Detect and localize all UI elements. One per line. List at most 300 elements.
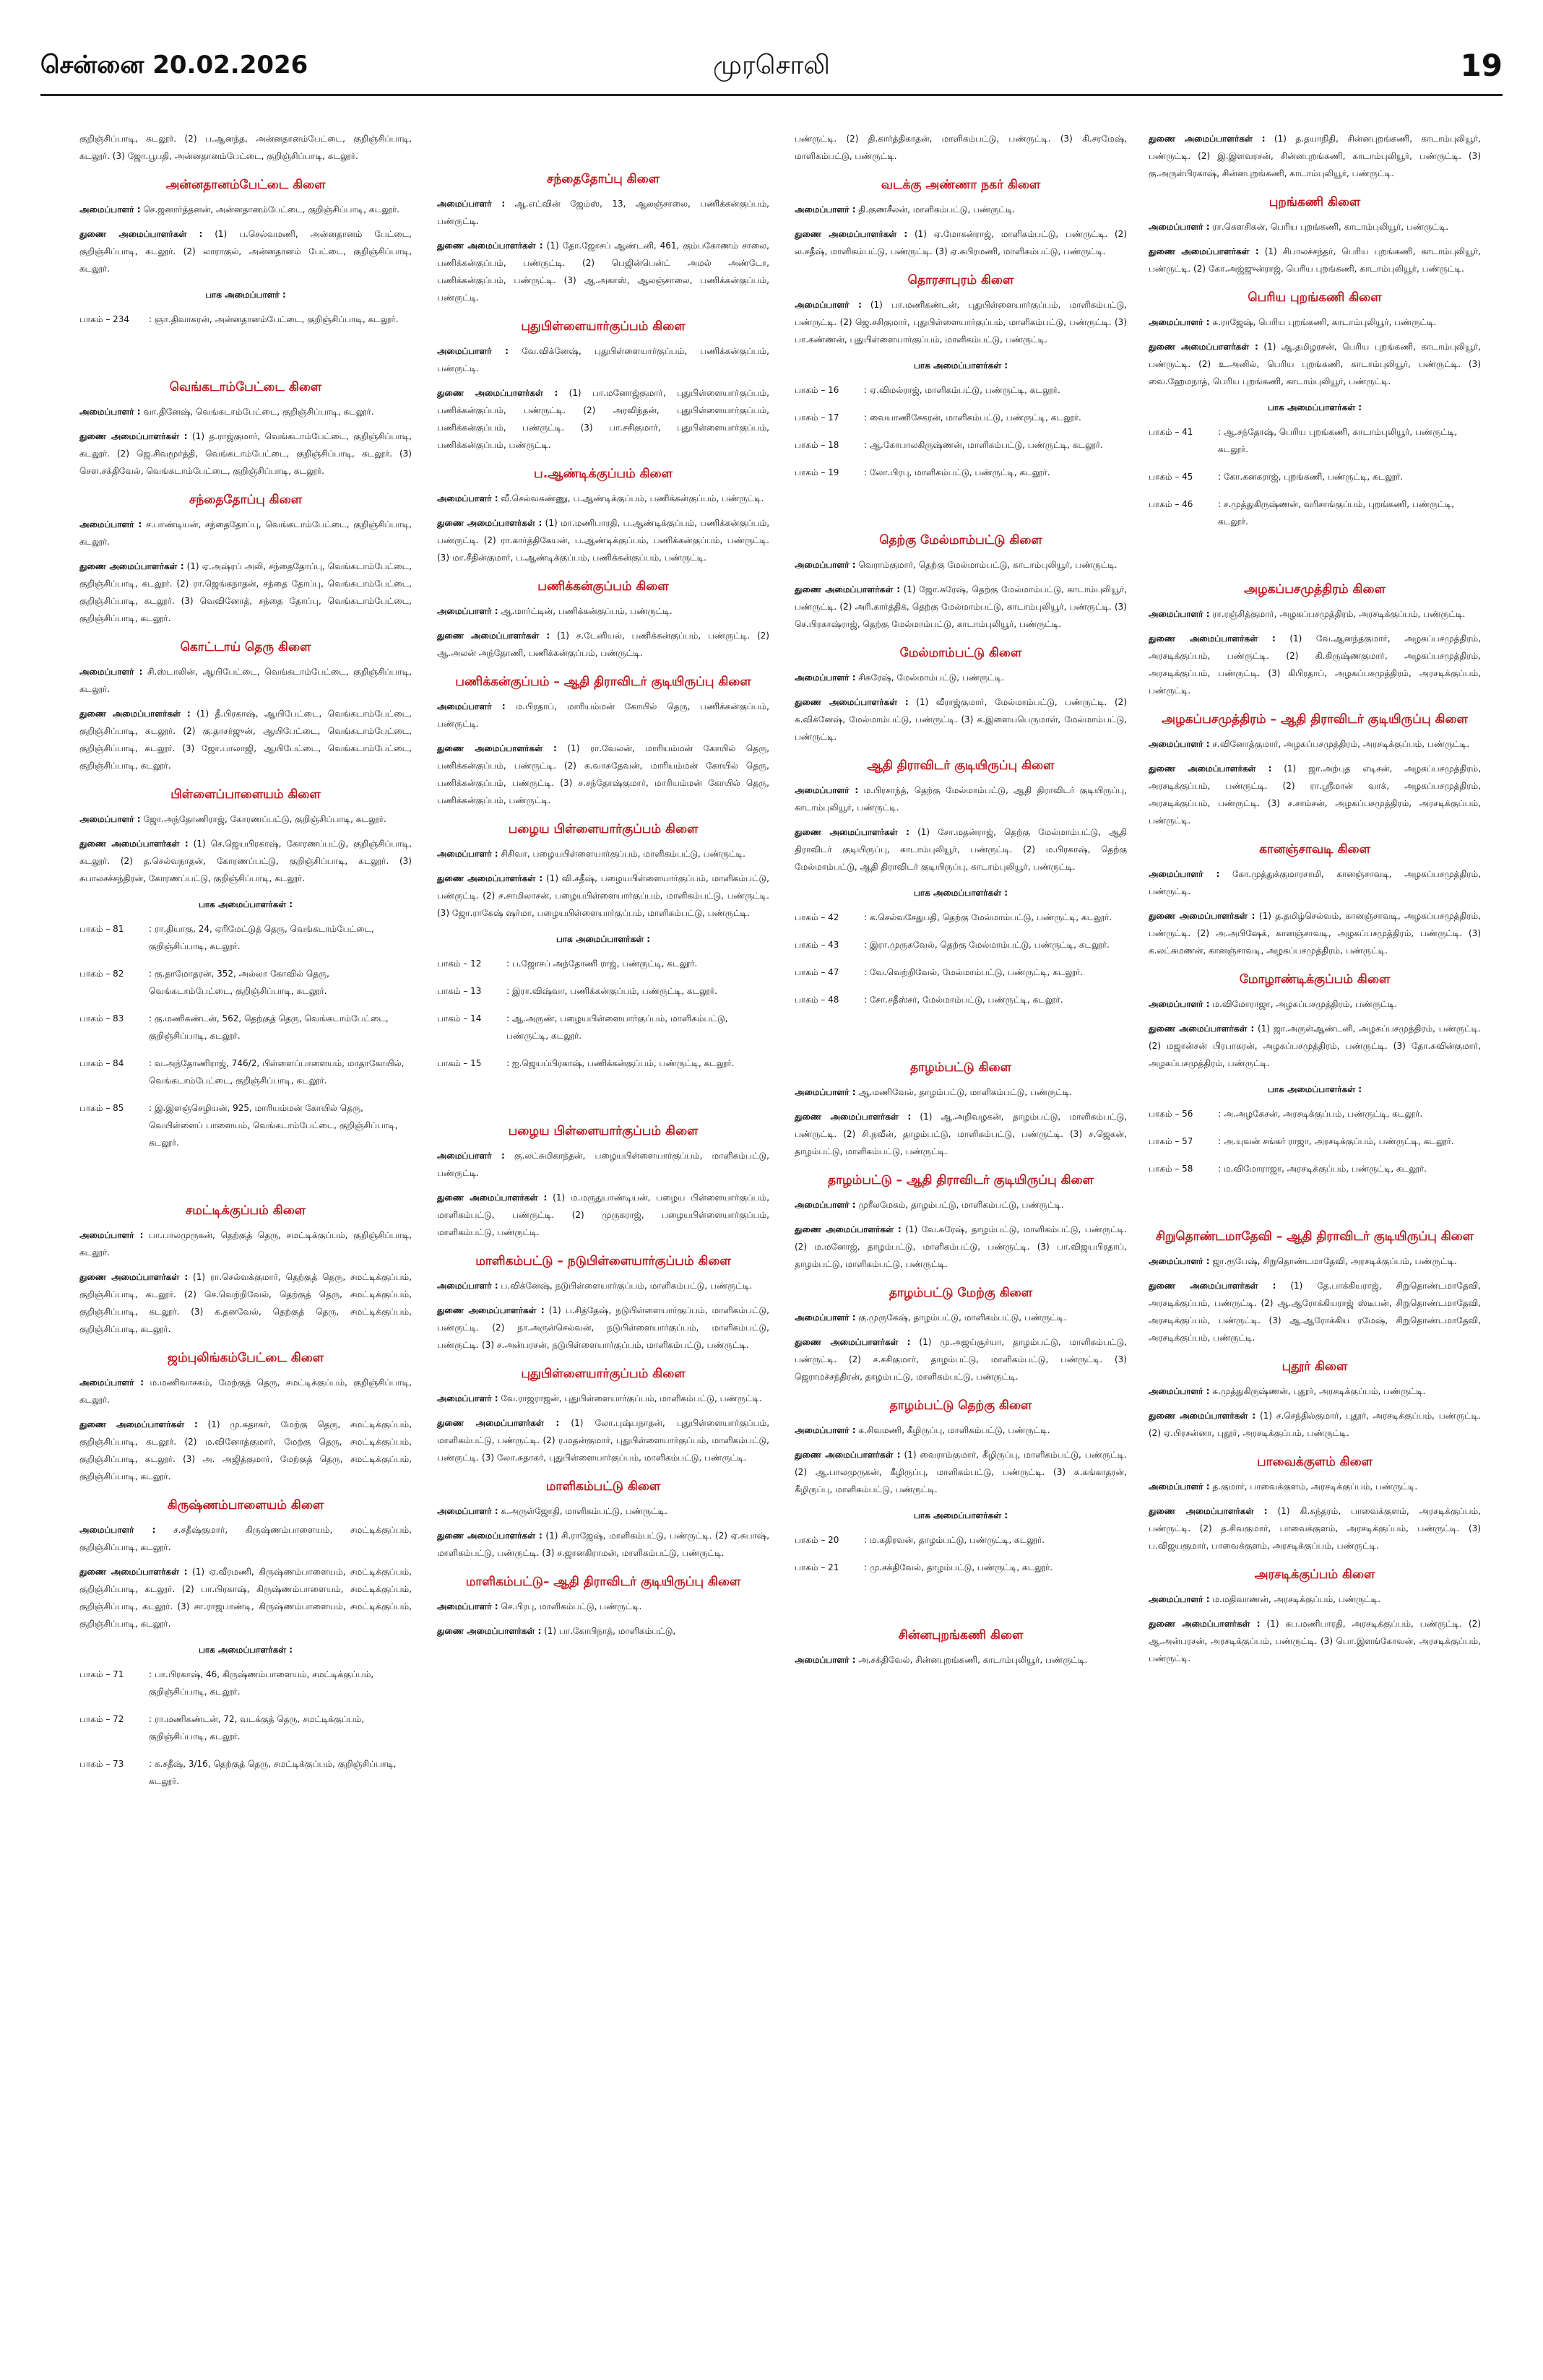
organizer-names: (1) ஜோ.சுரேஷ், தெற்கு மேல்மாம்பட்டு, காடாம்புலியூர், பண்ருட்டி. (2) அரி.கார்த்திக், தெற்கு மேல்மாம்பட்டு, காடாம்புலியூர், பண்ருட்டி. (3) செ.பிரகாஷ்ராஜ், தெற்கு மேல்மாம்பட்டு, காடாம்புலியூர், பண்ருட்டி. bbox=[795, 584, 1127, 629]
booth-number: பாகம் – 47 bbox=[795, 967, 839, 977]
organizer-paragraph bbox=[437, 1527, 769, 1562]
organizer-names: (1) ஜா.அற்புத எடிசன், அழகப்பசமுத்திரம், அரசடிக்குப்பம், பண்ருட்டி. (2) ரா.ஸ்ரீமான் வாக், அழகப்பசமுத்திரம், அரசடிக்குப்பம், பண்ருட்டி. (3) ச.சாம்சன், அழகப்பசமுத்திரம், அரசடிக்குப்பம், பண்ருட்டி. bbox=[1149, 763, 1482, 826]
booth-entry bbox=[795, 381, 1127, 399]
organizer-names: வீ.செல்வகண்ணு, ப.ஆண்டிக்குப்பம், பணிக்கன்குப்பம், பண்ருட்டி. bbox=[498, 493, 764, 503]
organizer-names: (1) தே.பாக்கியராஜ், சிறுதொண்டமாதேவி, அரசடிக்குப்பம், பண்ருட்டி. (2) ஆ.ஆரோக்கியராஜ் ஸ்டீபன், சிறுதொண்டமாதேவி, அரசடிக்குப்பம், பண்ருட்டி. (3) ஆ.ஆரோக்கிய ரமேஷ், சிறுதொண்டமாதேவி, அரசடிக்குப்பம், பண்ருட்டி. bbox=[1149, 1281, 1481, 1343]
role-label: அமைப்பாளர் : bbox=[1149, 869, 1220, 879]
organizer-paragraph bbox=[1149, 1277, 1481, 1346]
organizer-paragraph bbox=[437, 1390, 769, 1407]
branch-heading: கொட்டாய் தெரு கிளை bbox=[180, 640, 311, 654]
booth-entry bbox=[795, 991, 1127, 1008]
branch-heading: மோழாண்டிக்குப்பம் கிளை bbox=[1239, 972, 1391, 987]
role-label: அமைப்பாளர் : bbox=[795, 785, 859, 795]
spacer bbox=[795, 1018, 1127, 1047]
organizer-names: (1) வே.ஆனந்தகுமார், அழகப்பசமுத்திரம், அரசடிக்குப்பம், பண்ருட்டி. (2) கி.கிருஷ்ணகுமார், அழகப்பசமுத்திரம், அரசடிக்குப்பம், பண்ருட்டி. (3) கிபிரதாப், அழகப்பசமுத்திரம், அரசடிக்குப்பம், பண்ருட்டி. bbox=[1149, 633, 1482, 696]
organizer-paragraph bbox=[795, 556, 1127, 574]
role-label: துணை அமைப்பாளர்கள் : bbox=[795, 229, 908, 239]
organizer-paragraph bbox=[795, 1083, 1127, 1101]
organizer-names: (1) லோ.புஷ்பநாதன், புதுபிள்ளையார்குப்பம், மாளிகம்பட்டு, பண்ருட்டி. (2) ர.மதன்குமார், புதுபிள்ளையார்குப்பம், மாளிகம்பட்டு, பண்ருட்டி. (3) லோ.சுதாகர், புதுபிள்ளையார்குப்பம், மாளிகம்பட்டு, பண்ருட்டி. bbox=[437, 1418, 770, 1463]
role-label: துணை அமைப்பாளர்கள் : bbox=[795, 827, 909, 837]
booth-entry bbox=[79, 1710, 412, 1745]
organizer-names: ச.சதீஷ்குமார், கிருஷ்ணம்பாளையம், சமட்டிக்குப்பம், குறிஞ்சிப்பாடி, கடலூர். bbox=[79, 1525, 412, 1552]
role-label: துணை அமைப்பாளர்கள் : bbox=[1149, 1619, 1261, 1629]
role-label: அமைப்பாளர் : bbox=[437, 346, 509, 356]
organizer-names: (1) மு.அஜய்சூர்யா, தாழம்பட்டு, மாளிகம்பட்டு, பண்ருட்டி. (2) ச.சசிகுமார், தாழம்பட்டு, மாளிகம்பட்டு, பண்ருட்டி. (3) ஜெராமச்சந்திரன், தாழம்பட்டு, மாளிகம்பட்டு, பண்ருட்டி. bbox=[795, 1337, 1127, 1382]
organizer-paragraph bbox=[437, 1598, 769, 1615]
organizer-names: (1) தோ.ஜோசப் ஆண்டனி, 461, கும்பகோணம் சாலை, பணிக்கன்குப்பம், பண்ருட்டி. (2) பெஜின்பென்ட் அமல் அண்டோ, பணிக்கன்குப்பம், பண்ருட்டி. (3) ஆ.அகாஸ், ஆலஞ்சாலை, பணிக்கன்குப்பம், பண்ருட்டி. bbox=[437, 241, 769, 303]
booth-number: பாகம் – 85 bbox=[79, 1103, 124, 1113]
booth-number: பாகம் – 43 bbox=[795, 940, 839, 950]
booth-entry bbox=[79, 1755, 412, 1790]
organizer-paragraph bbox=[79, 810, 412, 828]
booth-organizer: : வே.வெற்றிவேல், மேல்மாம்பட்டு, பண்ருட்டி, கடலூர். bbox=[864, 967, 1084, 977]
organizer-names: (1) செ.ஜெயபிரகாஷ், கோரணப்பட்டு, குறிஞ்சிப்பாடி, கடலூர். (2) த.செல்வநாதன், கோரணப்பட்டு, குறிஞ்சிப்பாடி, கடலூர். (3) சுபாலசச்சந்திரன், கோரணப்பட்டு, குறிஞ்சிப்பாடி, கடலூர். bbox=[79, 839, 412, 883]
organizer-names: ஆ.மணிவேல், தாழம்பட்டு, மாளிகம்பட்டு, பண்ருட்டி. bbox=[855, 1087, 1073, 1097]
role-label: துணை அமைப்பாளர்கள் : bbox=[1149, 911, 1255, 921]
branch-heading: கானஞ்சாவடி கிளை bbox=[1259, 842, 1370, 857]
booth-number: பாகம் – 72 bbox=[79, 1714, 124, 1724]
role-label: துணை அமைப்பாளர்கள் : bbox=[795, 1337, 911, 1347]
booth-entry bbox=[79, 311, 412, 328]
booth-organizer: : ம.விமோராஜா, அரசடிக்குப்பம், பண்ருட்டி, கடலூர். bbox=[1218, 1164, 1427, 1174]
booth-organizer: : ஆ.சந்தோஷ், பெரிய புறங்கணி, காடாம்புலியூர், பண்ருட்டி, கடலூர். bbox=[1218, 427, 1458, 454]
role-label: அமைப்பாளர் : bbox=[79, 519, 142, 529]
booth-number: பாகம் – 13 bbox=[437, 986, 482, 996]
role-label: துணை அமைப்பாளர்கள் : bbox=[1149, 1506, 1268, 1516]
role-label: அமைப்பாளர் : bbox=[437, 1281, 498, 1291]
role-label: துணை அமைப்பாளர்கள் : bbox=[437, 1193, 548, 1203]
role-label: துணை அமைப்பாளர்கள் : bbox=[1149, 134, 1266, 144]
booth-entry bbox=[795, 936, 1127, 953]
branch-heading: வெங்கடாம்பேட்டை கிளை bbox=[169, 380, 322, 394]
newspaper-title: முரசொலி bbox=[713, 51, 830, 80]
booth-organizer: : சோ.சதீஸ்சர், மேல்மாம்பட்டு, பண்ருட்டி, கடலூர். bbox=[864, 995, 1063, 1005]
organizer-names: ஜோ.அந்தோணிராஜ், கோரணப்பட்டு, குறிஞ்சிப்பாடி, கடலூர். bbox=[140, 814, 386, 824]
booth-number: பாகம் – 17 bbox=[795, 412, 839, 423]
booth-organizer: : ஞா.திவாகரன், அன்னதானம்பேட்டை, குறிஞ்சிப்பாடி, கடலூர். bbox=[149, 314, 399, 324]
branch-heading: பழைய பிள்ளையார்குப்பம் கிளை bbox=[508, 1124, 699, 1138]
role-label: துணை அமைப்பாளர்கள் : bbox=[437, 1531, 543, 1541]
organizer-names: கு.முருகேஷ், தாழம்பட்டு, மாளிகம்பட்டு, பண்ருட்டி. bbox=[855, 1312, 1067, 1323]
branch-heading: சந்தைதோப்பு கிளை bbox=[546, 172, 660, 186]
organizer-paragraph bbox=[437, 342, 769, 377]
organizer-names: (1) சோ.மதன்ராஜ், தெற்கு மேல்மாம்பட்டு, ஆதி திராவிடர் குடியிருப்பு, காடாம்புலியூர், பண்ருட்டி. (2) ம.பிரகாஷ், தெற்கு மேல்மாம்பட்டு, ஆதி திராவிடர் குடியிருப்பு, காடாம்புலியூர், பண்ருட்டி. bbox=[795, 827, 1128, 872]
booth-number: பாகம் – 20 bbox=[795, 1535, 839, 1545]
organizer-paragraph bbox=[79, 663, 412, 698]
role-label: துணை அமைப்பாளர்கள் : bbox=[437, 388, 558, 398]
organizer-names: கு.லட்சுமிகாந்தன், பழையபிள்ளையார்குப்பம், மாளிகம்பட்டு, பண்ருட்டி. bbox=[437, 1151, 769, 1178]
role-label: அமைப்பாளர் : bbox=[79, 204, 141, 215]
page-number: 19 bbox=[1460, 48, 1503, 83]
organizer-paragraph bbox=[795, 1421, 1127, 1439]
role-label: அமைப்பாளர் : bbox=[1149, 1481, 1210, 1492]
organizer-paragraph bbox=[795, 201, 1127, 218]
column-3 bbox=[795, 130, 1127, 1676]
role-label: துணை அமைப்பாளர்கள் : bbox=[795, 1224, 902, 1234]
booth-organizer: : ஆ.கோபாலகிருஷ்ணன், மாளிகம்பட்டு, பண்ருட்டி, கடலூர். bbox=[864, 440, 1103, 450]
branch-heading: அரசடிக்குப்பம் கிளை bbox=[1254, 1567, 1375, 1582]
organizer-paragraph bbox=[437, 1189, 769, 1241]
spacer bbox=[1149, 1187, 1481, 1216]
role-label: துணை அமைப்பாளர்கள் : bbox=[437, 631, 550, 641]
organizer-names: ஆ.மார்ட்டின், பணிக்கன்குப்பம், பண்ருட்டி. bbox=[498, 606, 673, 616]
role-label: அமைப்பாளர் : bbox=[795, 672, 856, 683]
role-label: துணை அமைப்பாளர்கள் : bbox=[1149, 1024, 1255, 1034]
booth-organizer: : க.சதீஷ், 3/16, தெற்குத் தெரு, சமட்டிக்குப்பம், குறிஞ்சிப்பாடி, கடலூர். bbox=[149, 1759, 397, 1786]
booth-organizer: : ம.கதிரவன், தாழம்பட்டு, பண்ருட்டி, கடலூர். bbox=[864, 1535, 1045, 1545]
organizer-paragraph bbox=[795, 1196, 1127, 1213]
organizer-names: சு.முத்துகிருஷ்ணன், புதூர், அரசடிக்குப்பம், பண்ருட்டி. bbox=[1209, 1386, 1426, 1396]
role-label: அமைப்பாளர் : bbox=[795, 1200, 856, 1210]
booth-organizer: : ஏ.விமல்ராஜ், மாளிகம்பட்டு, பண்ருட்டி, கடலூர். bbox=[864, 385, 1060, 395]
role-label: அமைப்பாளர் : bbox=[795, 1655, 856, 1665]
organizer-names: ம.மதிவாணன், அரசடிக்குப்பம், பண்ருட்டி. bbox=[1209, 1594, 1381, 1604]
branch-heading: கிருஷ்ணம்பாளையம் கிளை bbox=[167, 1498, 324, 1513]
organizer-paragraph bbox=[437, 740, 769, 809]
organizer-names: (1) த.தயாநிதி, சின்னபுறங்கணி, காடாம்புலியூர், பண்ருட்டி. (2) இ.இளவரசன், சின்னபுறங்கணி, காடாம்புலியூர், பண்ருட்டி. (3) கு.அருள்பிரகாஷ், சின்னபுறங்கணி, காடாம்புலியூர், பண்ருட்டி. bbox=[1149, 134, 1481, 178]
spacer bbox=[795, 491, 1127, 520]
organizer-names: (1) மா.மணிபாரதி, ப.ஆண்டிக்குப்பம், பணிக்கன்குப்பம், பண்ருட்டி. (2) ரா.கார்த்திகேயன், ப.ஆண்டிக்குப்பம், பணிக்கன்குப்பம், பண்ருட்டி. (3) மா.சீதின்குமார், ப.ஆண்டிக்குப்பம், பணிக்கன்குப்பம், பண்ருட்டி. bbox=[437, 518, 770, 563]
organizer-paragraph bbox=[795, 1309, 1127, 1326]
organizer-paragraph bbox=[1149, 1478, 1481, 1495]
organizer-paragraph bbox=[437, 490, 769, 507]
organizer-names: சி.ஸ்டாலின், ஆயிபேட்டை, வெங்கடாம்பேட்டை, குறிஞ்சிப்பாடி, கடலூர். bbox=[79, 667, 412, 694]
organizer-paragraph bbox=[437, 698, 769, 732]
organizer-paragraph bbox=[795, 1108, 1127, 1160]
organizer-names: (1) ஏ.வீரமணி, கிருஷ்ணம்பாளையம், சமட்டிக்குப்பம், குறிஞ்சிப்பாடி, கடலூர். (2) பா.பிரகாஷ், கிருஷ்ணம்பாளையம், சமட்டிக்குப்பம், குறிஞ்சிப்பாடி, கடலூர். (3) சா.ராஜபாண்டி, கிருஷ்ணம்பாளையம், சமட்டிக்குப்பம், குறிஞ்சிப்பாடி, கடலூர். bbox=[79, 1567, 412, 1629]
organizer-paragraph bbox=[79, 403, 412, 420]
booth-organizer: : கு.மணிகண்டன், 562, தெற்குத் தெரு, வெங்கடாம்பேட்டை, குறிஞ்சிப்பாடி, கடலூர். bbox=[149, 1013, 389, 1041]
organizer-names: சு.ராஜேஷ், பெரிய புறங்கணி, காடாம்புலியூர், பண்ருட்டி. bbox=[1209, 317, 1437, 327]
organizer-paragraph bbox=[79, 428, 412, 480]
branch-heading: ஜம்புலிங்கம்பேட்டை கிளை bbox=[167, 1351, 324, 1365]
booth-entry bbox=[79, 920, 412, 955]
role-label: அமைப்பாளர் : bbox=[79, 1377, 144, 1388]
organizer-paragraph bbox=[795, 1651, 1127, 1669]
booth-organizer: : ஆ.அருண், பழையபிள்ளையார்குப்பம், மாளிகம்பட்டு, பண்ருட்டி, கடலூர். bbox=[506, 1013, 728, 1041]
spacer bbox=[1149, 540, 1481, 569]
role-label: துணை அமைப்பாளர்கள் : bbox=[795, 584, 900, 594]
role-label: துணை அமைப்பாளர்கள் : bbox=[79, 561, 184, 571]
organizer-paragraph bbox=[1149, 1591, 1481, 1608]
article-columns bbox=[79, 130, 1481, 2333]
organizer-paragraph bbox=[437, 627, 769, 662]
spacer bbox=[79, 338, 412, 367]
booth-number: பாகம் – 12 bbox=[437, 959, 482, 969]
spacer bbox=[437, 130, 769, 159]
organizer-names: த.குமார், பாவைக்குளம், அரசடிக்குப்பம், பண்ருட்டி. bbox=[1209, 1481, 1418, 1492]
booth-number: பாகம் – 73 bbox=[79, 1759, 124, 1769]
organizer-paragraph bbox=[437, 1147, 769, 1182]
booth-entry bbox=[795, 964, 1127, 981]
organizer-paragraph bbox=[437, 237, 769, 306]
organizer-names: சிசுரேஷ், மேல்மாம்பட்டு, பண்ருட்டி. bbox=[855, 672, 1005, 683]
role-label: துணை அமைப்பாளர்கள் : bbox=[79, 839, 189, 849]
booth-entry bbox=[1149, 496, 1481, 530]
booth-number: பாகம் – 19 bbox=[795, 467, 839, 477]
booth-organizer: : ச.முத்துகிருஷ்ணன், வரிசாங்குப்பம், புறங்கணி, பண்ருட்டி, கடலூர். bbox=[1218, 499, 1455, 527]
organizer-paragraph bbox=[795, 296, 1127, 348]
organizer-paragraph bbox=[79, 1374, 412, 1408]
booth-entry bbox=[79, 1666, 412, 1700]
organizer-paragraph bbox=[1149, 338, 1481, 390]
branch-heading: பணிக்கன்குப்பம் கிளை bbox=[537, 579, 669, 594]
organizer-paragraph bbox=[1149, 1615, 1481, 1667]
edition-date: சென்னை 20.02.2026 bbox=[40, 51, 308, 79]
organizer-names: கோ.முத்துக்குமாரசாமி, கானஞ்சாவடி, அழகப்பசமுத்திரம், பண்ருட்டி. bbox=[1149, 869, 1481, 896]
masthead bbox=[40, 48, 1503, 96]
organizer-names: ரா.கௌசிகன், பெரிய புறங்கணி, காடாம்புலியூர், பண்ருட்டி. bbox=[1209, 222, 1449, 232]
booth-number: பாகம் – 48 bbox=[795, 995, 839, 1005]
role-label: அமைப்பாளர் : bbox=[437, 849, 498, 859]
organizer-names: ஜா.ரூபேஷ், சிறுதொண்டமாதேவி, அரசடிக்குப்பம், பண்ருட்டி. bbox=[1209, 1256, 1457, 1266]
booth-number: பாகம் – 56 bbox=[1149, 1109, 1193, 1119]
organizer-names: (1) ஆ.அறிவழகன், தாழம்பட்டு, மாளிகம்பட்டு, பண்ருட்டி. (2) சி.நவீன், தாழம்பட்டு, மாளிகம்பட்டு, பண்ருட்டி. (3) ச.ஜெகன், தாழம்பட்டு, மாளிகம்பட்டு, பண்ருட்டி. bbox=[795, 1112, 1127, 1156]
booth-organizer: : வ.அந்தோணிராஜ், 746/2, பிள்ளைப்பாளையம், மாதாகோயில், வெங்கடாம்பேட்டை, குறிஞ்சிப்பாடி, கடலூர். bbox=[149, 1058, 405, 1086]
organizer-names: க.அருள்ஜோதி, மாளிகம்பட்டு, பண்ருட்டி. bbox=[498, 1506, 667, 1516]
booth-number: பாகம் – 57 bbox=[1149, 1136, 1193, 1146]
booth-number: பாகம் – 21 bbox=[795, 1562, 839, 1572]
branch-heading: பெரிய புறங்கணி கிளை bbox=[1248, 290, 1382, 305]
booth-entry bbox=[1149, 1160, 1481, 1177]
role-label: அமைப்பாளர் : bbox=[1149, 222, 1210, 232]
booth-entry bbox=[795, 409, 1127, 426]
role-label: அமைப்பாளர் : bbox=[1149, 999, 1210, 1009]
branch-heading: அன்னதானம்பேட்டை கிளை bbox=[165, 178, 326, 192]
booth-entry bbox=[79, 1099, 412, 1151]
booth-number: பாகம் – 84 bbox=[79, 1058, 124, 1068]
organizer-paragraph bbox=[79, 558, 412, 627]
organizer-names: முரீலமேகம், தாழம்பட்டு, மாளிகம்பட்டு, பண்ருட்டி. bbox=[855, 1200, 1064, 1210]
organizer-paragraph bbox=[1149, 605, 1481, 623]
organizer-names: (1) பா.கோபிநாத், மாளிகம்பட்டு, bbox=[541, 1626, 676, 1636]
organizer-names: அ.சக்திவேல், சின்னபுறங்கணி, காடாம்புலியூர், பண்ருட்டி. bbox=[855, 1655, 1088, 1665]
organizer-names: வா.தினேஷ், வெங்கடாம்பேட்டை, குறிஞ்சிப்பாடி, கடலூர். bbox=[140, 407, 374, 417]
role-label: அமைப்பாளர் : bbox=[795, 204, 856, 215]
branch-heading: பழைய பிள்ளையார்குப்பம் கிளை bbox=[508, 822, 699, 836]
organizer-names: (1) சுப.மணிபாரதி, அரசடிக்குப்பம், பண்ருட்டி. (2) ஆ.அன்பரசன், அரசடிக்குப்பம், பண்ருட்டி. (3) பொ.இளங்கோவன், அரசடிக்குப்பம், பண்ருட்டி. bbox=[1149, 1619, 1481, 1663]
role-label: துணை அமைப்பாளர்கள் : bbox=[437, 241, 543, 251]
booth-organizer: : இரா.விஷ்வா, பணிக்கன்குப்பம், பண்ருட்டி, கடலூர். bbox=[506, 986, 717, 996]
organizer-paragraph bbox=[437, 1502, 769, 1520]
role-label: துணை அமைப்பாளர்கள் : bbox=[795, 1450, 901, 1460]
organizer-names: பண்ருட்டி. (2) தி.கார்த்திகாதன், மாளிகம்பட்டு, பண்ருட்டி. (3) கி.சரமேஷ், மாளிகம்பட்டு, பண்ருட்டி. bbox=[795, 134, 1127, 161]
organizer-paragraph bbox=[795, 130, 1127, 165]
booth-number: பாகம் – 81 bbox=[79, 924, 124, 934]
organizer-paragraph bbox=[795, 225, 1127, 260]
organizer-names: ம.விமோராஜா, அழகப்பசமுத்திரம், பண்ருட்டி. bbox=[1209, 999, 1398, 1009]
booth-entry bbox=[1149, 1133, 1481, 1150]
booth-organizer: : மு.சக்திவேல், தாழம்பட்டு, பண்ருட்டி, கடலூர். bbox=[864, 1562, 1053, 1572]
sub-heading: பாக அமைப்பாளர் : bbox=[205, 290, 286, 300]
sub-heading: பாக அமைப்பாளர்கள் : bbox=[1267, 402, 1362, 412]
organizer-paragraph bbox=[437, 845, 769, 862]
booth-organizer: : ஐ.ஜெயப்பிரகாஷ், பணிக்கன்குப்பம், பண்ருட்டி, கடலூர். bbox=[506, 1058, 735, 1068]
organizer-paragraph bbox=[795, 1333, 1127, 1385]
booth-entry bbox=[1149, 423, 1481, 458]
organizer-paragraph bbox=[79, 705, 412, 774]
branch-heading: புதுபிள்ளையார்குப்பம் கிளை bbox=[521, 1367, 686, 1381]
organizer-names: வே.ராஜராஜன், புதுபிள்ளையார்குப்பம், மாளிகம்பட்டு, பண்ருட்டி. bbox=[498, 1393, 762, 1403]
booth-number: பாகம் – 14 bbox=[437, 1013, 482, 1024]
branch-heading: ஆதி திராவிடர் குடியிருப்பு கிளை bbox=[867, 758, 1055, 773]
organizer-names: தி.குணசீலன், மாளிகம்பட்டு, பண்ருட்டி. bbox=[855, 204, 1016, 215]
organizer-paragraph bbox=[1149, 1502, 1481, 1554]
organizer-paragraph bbox=[437, 1277, 769, 1294]
booth-entry bbox=[795, 464, 1127, 481]
organizer-paragraph bbox=[437, 384, 769, 454]
role-label: அமைப்பாளர் : bbox=[437, 493, 498, 503]
role-label: துணை அமைப்பாளர்கள் : bbox=[1149, 1281, 1276, 1291]
role-label: அமைப்பாளர் : bbox=[1149, 609, 1210, 619]
organizer-names: ச.பாண்டியன், சந்தைதோப்பு, வெங்கடாம்பேட்டை, குறிஞ்சிப்பாடி, கடலூர். bbox=[79, 519, 412, 547]
organizer-names: செ.ஜனார்த்தனன், அன்னதானம்பேட்டை, குறிஞ்சிப்பாடி, கடலூர். bbox=[140, 204, 399, 215]
booth-entry bbox=[437, 955, 769, 972]
booth-entry bbox=[437, 1055, 769, 1072]
booth-entry bbox=[795, 436, 1127, 454]
organizer-paragraph bbox=[79, 1226, 412, 1261]
organizer-paragraph bbox=[79, 225, 412, 277]
organizer-paragraph bbox=[1149, 130, 1481, 182]
organizer-paragraph bbox=[1149, 1382, 1481, 1400]
spacer bbox=[437, 1082, 769, 1111]
booth-entry bbox=[795, 909, 1127, 926]
organizer-names: (1) ச.செந்தில்குமார், புதூர், அரசடிக்குப்பம், பண்ருட்டி. (2) ஏ.பிரசன்னா, புதூர், அரசடிக்குப்பம், பண்ருட்டி. bbox=[1149, 1411, 1481, 1438]
organizer-names: (1) மு.சுதாகர், மேற்கு தெரு, சமட்டிக்குப்பம், குறிஞ்சிப்பாடி, கடலூர். (2) ம.வினோத்குமார், மேற்கு தெரு, சமட்டிக்குப்பம், குறிஞ்சிப்பாடி, கடலூர். (3) அ. அஜித்குமார், மேற்குத் தெரு, சமட்டிக்குப்பம், குறிஞ்சிப்பாடி, கடலூர். bbox=[79, 1419, 412, 1481]
branch-heading: மாளிகம்பட்டு– ஆதி திராவிடர் குடியிருப்பு கிளை bbox=[465, 1575, 741, 1589]
branch-heading: மாளிகம்பட்டு – நடுபிள்ளையார்குப்பம் கிளை bbox=[475, 1254, 731, 1268]
organizer-names: (1) கி.சுந்தரம், பாவைக்குளம், அரசடிக்குப்பம், பண்ருட்டி. (2) த.சிவகுமார், பாவைக்குளம், அரசடிக்குப்பம், பண்ருட்டி. (3) ப.விஜயகுமார், பாவைக்குளம், அரசடிக்குப்பம், பண்ருட்டி. bbox=[1149, 1506, 1481, 1551]
branch-heading: தாழம்பட்டு கிளை bbox=[910, 1060, 1011, 1075]
organizer-names: (1) ச.டேனியல், பணிக்கன்குப்பம், பண்ருட்டி. (2) ஆ.அலன் அந்தோணி, பணிக்கன்குப்பம், பண்ருட்டி. bbox=[437, 631, 769, 658]
role-label: அமைப்பாளர் : bbox=[79, 814, 141, 824]
organizer-paragraph bbox=[795, 823, 1127, 875]
organizer-paragraph bbox=[1149, 865, 1481, 900]
organizer-paragraph bbox=[795, 669, 1127, 686]
organizer-paragraph bbox=[1149, 1252, 1481, 1270]
role-label: அமைப்பாளர் : bbox=[79, 1230, 144, 1240]
branch-heading: தாழம்பட்டு தெற்கு கிளை bbox=[889, 1398, 1032, 1413]
role-label: அமைப்பாளர் : bbox=[1149, 739, 1210, 749]
role-label: அமைப்பாளர் : bbox=[437, 1393, 498, 1403]
role-label: துணை அமைப்பாளர்கள் : bbox=[1149, 246, 1259, 256]
organizer-names: ம.பிரதாப், மாரியம்மன் கோயில் தெரு, பணிக்கன்குப்பம், பண்ருட்டி. bbox=[437, 701, 769, 729]
organizer-paragraph bbox=[79, 1563, 412, 1632]
role-label: துணை அமைப்பாளர்கள் : bbox=[1149, 342, 1258, 352]
organizer-names: (1) வைராம்குமார், கீழிருப்பு, மாளிகம்பட்டு, பண்ருட்டி. (2) ஆ.பாலமுருகன், கீழிருப்பு, மாளிகம்பட்டு, பண்ருட்டி. (3) க.கங்காதரன், கீழிருப்பு, மாளிகம்பட்டு, பண்ருட்டி. bbox=[795, 1450, 1128, 1494]
organizer-paragraph bbox=[437, 1622, 769, 1640]
organizer-names: வெராம்குமார், தெற்கு மேல்மாம்பட்டு, காடாம்புலியூர், பண்ருட்டி. bbox=[855, 560, 1118, 570]
role-label: துணை அமைப்பாளர்கள் : bbox=[437, 1305, 545, 1315]
role-label: துணை அமைப்பாளர்கள் : bbox=[1149, 1411, 1256, 1421]
booth-organizer: : கு.தாமோதரன், 352, அல்லா கோவில் தெரு, வெங்கடாம்பேட்டை, குறிஞ்சிப்பாடி, கடலூர். bbox=[149, 969, 329, 996]
branch-heading: ப.ஆண்டிக்குப்பம் கிளை bbox=[534, 467, 673, 481]
role-label: துணை அமைப்பாளர்கள் : bbox=[1149, 633, 1276, 644]
role-label: அமைப்பாளர் : bbox=[79, 1525, 156, 1535]
organizer-names: (1) ரா.வேலன், மாரியம்மன் கோயில் தெரு, பணிக்கன்குப்பம், பண்ருட்டி. (2) க.வாசுதேவன், மாரியம்மன் கோயில் தெரு, பணிக்கன்குப்பம், பண்ருட்டி. (3) ச.சந்தோஷ்குமார், மாரியம்மன் கோயில் தெரு, பணிக்கன்குப்பம், பண்ருட்டி. bbox=[437, 743, 770, 805]
organizer-paragraph bbox=[437, 195, 769, 230]
organizer-paragraph bbox=[1149, 1407, 1481, 1442]
organizer-names: (1) பா.மணிகண்டன், புதுபிள்ளையார்குப்பம், மாளிகம்பட்டு, பண்ருட்டி. (2) ஜெ.சசிகுமார், புதுபிள்ளையார்குப்பம், மாளிகம்பட்டு, பண்ருட்டி. (3) பா.கண்ணன், புதுபிள்ளையார்குப்பம், மாளிகம்பட்டு, பண்ருட்டி. bbox=[795, 300, 1127, 345]
organizer-paragraph bbox=[1149, 218, 1481, 235]
organizer-paragraph bbox=[795, 581, 1127, 633]
role-label: அமைப்பாளர் : bbox=[437, 199, 506, 209]
booth-number: பாகம் – 18 bbox=[795, 440, 839, 450]
role-label: துணை அமைப்பாளர்கள் : bbox=[437, 873, 543, 883]
organizer-names: ம.பிரசாந்த், தெற்கு மேல்மாம்பட்டு, ஆதி திராவிடர் குடியிருப்பு, காடாம்புலியூர், பண்ருட்டி. bbox=[795, 785, 1127, 813]
organizer-names: (1) வி.சதீஷ், பழையபிள்ளையார்குப்பம், மாளிகம்பட்டு, பண்ருட்டி. (2) ச.சாமிலாசன், பழையபிள்ளையார்குப்பம், மாளிகம்பட்டு, பண்ருட்டி. (3) ஜோ.ராகேஷ் ஷர்மா, பழையபிள்ளையார்குப்பம், மாளிகம்பட்டு, பண்ருட்டி. bbox=[437, 873, 770, 918]
booth-number: பாகம் – 15 bbox=[437, 1058, 482, 1068]
organizer-paragraph bbox=[795, 1221, 1127, 1273]
booth-number: பாகம் – 71 bbox=[79, 1669, 124, 1679]
column-2 bbox=[437, 130, 769, 1647]
organizer-paragraph bbox=[1149, 313, 1481, 331]
role-label: அமைப்பாளர் : bbox=[795, 1087, 856, 1097]
sub-heading: பாக அமைப்பாளர்கள் : bbox=[913, 1510, 1008, 1520]
branch-heading: பணிக்கன்குப்பம் – ஆதி திராவிடர் குடியிருப்பு கிளை bbox=[455, 675, 751, 689]
organizer-names: ம.மணிவாசகம், மேற்குத் தெரு, சமட்டிக்குப்பம், குறிஞ்சிப்பாடி, கடலூர். bbox=[79, 1377, 412, 1405]
organizer-names: ப.விக்னேஷ், நடுபிள்ளையார்குப்பம், மாளிகம்பட்டு, பண்ருட்டி. bbox=[498, 1281, 753, 1291]
role-label: அமைப்பாளர் : bbox=[437, 606, 498, 616]
booth-organizer: : இரா.முருகவேல், தெற்கு மேல்மாம்பட்டு, பண்ருட்டி, கடலூர். bbox=[864, 940, 1110, 950]
booth-number: பாகம் – 58 bbox=[1149, 1164, 1193, 1174]
organizer-names: (1) ப.செல்வமணி, அன்னதானம் பேட்டை, குறிஞ்சிப்பாடி, கடலூர். (2) லாராகுல், அன்னதானம் பேட்டை, குறிஞ்சிப்பாடி, கடலூர். bbox=[79, 229, 412, 274]
organizer-names: ச.வினோத்குமார், அழகப்பசமுத்திரம், அரசடிக்குப்பம், பண்ருட்டி. bbox=[1209, 739, 1470, 749]
organizer-names: க.சிவமணி, கீழிருப்பு, மாளிகம்பட்டு, பண்ருட்டி. bbox=[855, 1425, 1050, 1435]
organizer-paragraph bbox=[79, 516, 412, 550]
booth-entry bbox=[79, 965, 412, 1000]
role-label: அமைப்பாளர் : bbox=[795, 1312, 856, 1323]
booth-organizer: : வையாணிசேகரன், மாளிகம்பட்டு, பண்ருட்டி, கடலூர். bbox=[864, 412, 1081, 423]
role-label: துணை அமைப்பாளர்கள் : bbox=[79, 1567, 188, 1577]
role-label: அமைப்பாளர் : bbox=[437, 701, 506, 711]
branch-heading: அழகப்பசமுத்திரம் கிளை bbox=[1244, 582, 1386, 597]
organizer-paragraph bbox=[1149, 735, 1481, 753]
organizer-names: (1) ஏ.அஷ்ரப் அலி, சந்தைதோப்பு, வெங்கடாம்பேட்டை, குறிஞ்சிப்பாடி, கடலூர். (2) ரா.ஜெங்கநாதன், சந்தை தோப்பு, வெங்கடாம்பேட்டை, குறிஞ்சிப்பாடி, கடலூர். (3) வெவினோத், சந்தை தோப்பு, வெங்கடாம்பேட்டை, குறிஞ்சிப்பாடி, கடலூர். bbox=[79, 561, 412, 623]
booth-entry bbox=[79, 1055, 412, 1089]
role-label: அமைப்பாளர் : bbox=[795, 300, 862, 310]
booth-entry bbox=[437, 982, 769, 1000]
organizer-paragraph bbox=[437, 870, 769, 922]
organizer-names: (1) பா.மனோஜ்குமார், புதுபிள்ளையார்குப்பம், பணிக்கன்குப்பம், பண்ருட்டி. (2) அரவிந்தன், புதுபிள்ளையார்குப்பம், பணிக்கன்குப்பம், பண்ருட்டி. (3) பா.சசிகுமார், புதுபிள்ளையார்குப்பம், பணிக்கன்குப்பம், பண்ருட்டி. bbox=[437, 388, 769, 450]
sub-heading: பாக அமைப்பாளர்கள் : bbox=[198, 899, 293, 909]
branch-heading: பிள்ளைப்பாளையம் கிளை bbox=[170, 787, 321, 802]
organizer-names: (1) சி.ராஜேஷ், மாளிகம்பட்டு, பண்ருட்டி. (2) ஏ.சுபாஷ், மாளிகம்பட்டு, பண்ருட்டி. (3) ச.ஜானகிராமன், மாளிகம்பட்டு, பண்ருட்டி. bbox=[437, 1531, 770, 1558]
role-label: துணை அமைப்பாளர்கள் : bbox=[79, 431, 188, 441]
booth-number: பாகம் – 42 bbox=[795, 912, 839, 922]
role-label: அமைப்பாளர் : bbox=[437, 1151, 505, 1161]
role-label: துணை அமைப்பாளர்கள் : bbox=[437, 1418, 560, 1428]
booth-organizer: : அ.அழகேசன், அரசடிக்குப்பம், பண்ருட்டி, கடலூர். bbox=[1218, 1109, 1423, 1119]
branch-heading: புதூர் கிளை bbox=[1281, 1359, 1348, 1374]
organizer-names: சிசிவா, பழையபிள்ளையார்குப்பம், மாளிகம்பட்டு, பண்ருட்டி. bbox=[498, 849, 745, 859]
organizer-paragraph bbox=[437, 1414, 769, 1466]
organizer-paragraph bbox=[79, 1416, 412, 1485]
role-label: அமைப்பாளர் : bbox=[79, 407, 141, 417]
booth-entry bbox=[1149, 1105, 1481, 1122]
organizer-paragraph bbox=[1149, 995, 1481, 1013]
role-label: துணை அமைப்பாளர்கள் : bbox=[437, 743, 557, 753]
organizer-names: (1) தீ.பிரகாஷ், ஆயிபேட்டை, வெங்கடாம்பேட்டை, குறிஞ்சிப்பாடி, கடலூர். (2) கு.தாசர்ஜுன், ஆயிபேட்டை, வெங்கடாம்பேட்டை, குறிஞ்சிப்பாடி, கடலூர். (3) ஜோ.பாலாஜி, ஆயிபேட்டை, வெங்கடாம்பேட்டை, குறிஞ்சிப்பாடி, கடலூர். bbox=[79, 709, 412, 771]
role-label: அமைப்பாளர் : bbox=[1149, 317, 1210, 327]
booth-organizer: : ரா.மணிகண்டன், 72, வடக்குத் தெரு, சமட்டிக்குப்பம், குறிஞ்சிப்பாடி, கடலூர். bbox=[149, 1714, 365, 1741]
booth-number: பாகம் – 83 bbox=[79, 1013, 124, 1024]
role-label: துணை அமைப்பாளர்கள் : bbox=[79, 709, 191, 719]
booth-organizer: : அ.யுவன் சங்கர் ராஜா, அரசடிக்குப்பம், பண்ருட்டி, கடலூர். bbox=[1218, 1136, 1454, 1146]
organizer-names: (1) த.ராஜ்குமார், வெங்கடாம்பேட்டை, குறிஞ்சிப்பாடி, கடலூர். (2) ஜெ.சிவமூர்த்தி, வெங்கடாம்பேட்டை, குறிஞ்சிப்பாடி, கடலூர். (3) சௌ.சக்திவேல், வெங்கடாம்பேட்டை, குறிஞ்சிப்பாடி, கடலூர். bbox=[79, 431, 412, 476]
branch-heading: அழகப்பசமுத்திரம் – ஆதி திராவிடர் குடியிருப்பு கிளை bbox=[1162, 712, 1468, 727]
organizer-names: (1) ஜா.அருள்ஆண்டனி, அழகப்பசமுத்திரம், பண்ருட்டி. (2) மஜான்சன் பிரபாகரன், அழகப்பசமுத்திரம், பண்ருட்டி. (3) தோ.சுவின்குமார், அழகப்பசமுத்திரம், பண்ருட்டி. bbox=[1149, 1024, 1482, 1068]
